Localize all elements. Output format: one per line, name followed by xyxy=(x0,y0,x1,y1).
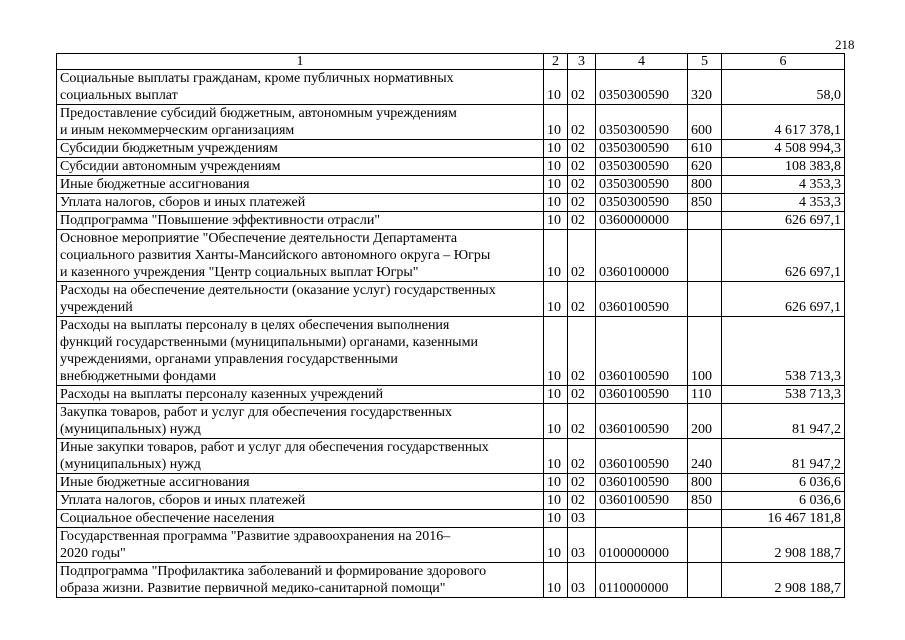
target-article-cell: 0360000000 xyxy=(596,212,688,230)
amount-cell: 626 697,1 xyxy=(722,230,845,282)
section-cell: 10 xyxy=(544,474,568,492)
table-row xyxy=(57,194,845,212)
section-cell: 10 xyxy=(544,528,568,563)
subsection-cell: 03 xyxy=(568,528,596,563)
amount-cell: 626 697,1 xyxy=(722,212,845,230)
table-row xyxy=(57,158,845,176)
expense-type-cell xyxy=(688,528,722,563)
row-name-cell: Иные бюджетные ассигнования xyxy=(57,176,544,194)
target-article-cell: 0110000000 xyxy=(596,563,688,598)
expense-type-cell xyxy=(688,563,722,598)
subsection-cell: 02 xyxy=(568,404,596,439)
amount-cell: 81 947,2 xyxy=(722,439,845,474)
section-cell: 10 xyxy=(544,386,568,404)
subsection-cell: 02 xyxy=(568,105,596,140)
subsection-cell: 02 xyxy=(568,176,596,194)
header-cell-6: 6 xyxy=(722,54,845,70)
subsection-cell: 03 xyxy=(568,510,596,528)
row-name-cell: Предоставление субсидий бюджетным, автономным учреждениям и иным некоммерческим организациям xyxy=(57,105,544,140)
budget-table xyxy=(56,53,845,598)
section-cell: 10 xyxy=(544,282,568,317)
subsection-cell: 02 xyxy=(568,386,596,404)
amount-cell: 4 353,3 xyxy=(722,176,845,194)
header-cell-2: 2 xyxy=(544,54,568,70)
target-article-cell: 0350300590 xyxy=(596,105,688,140)
header-row xyxy=(57,54,845,70)
table-row xyxy=(57,230,845,282)
header-cell-1: 1 xyxy=(57,54,544,70)
subsection-cell: 03 xyxy=(568,563,596,598)
table-row xyxy=(57,317,845,386)
section-cell: 10 xyxy=(544,317,568,386)
row-name-cell: Уплата налогов, сборов и иных платежей xyxy=(57,492,544,510)
table-row xyxy=(57,386,845,404)
section-cell: 10 xyxy=(544,105,568,140)
row-name-cell: Уплата налогов, сборов и иных платежей xyxy=(57,194,544,212)
table-row xyxy=(57,282,845,317)
header-cell-5: 5 xyxy=(688,54,722,70)
subsection-cell: 02 xyxy=(568,492,596,510)
expense-type-cell xyxy=(688,230,722,282)
target-article-cell: 0350300590 xyxy=(596,158,688,176)
table-row xyxy=(57,563,845,598)
table-row xyxy=(57,474,845,492)
row-name-cell: Социальные выплаты гражданам, кроме публичных нормативных социальных выплат xyxy=(57,70,544,105)
section-cell: 10 xyxy=(544,563,568,598)
row-name-cell: Социальное обеспечение населения xyxy=(57,510,544,528)
section-cell: 10 xyxy=(544,212,568,230)
expense-type-cell: 800 xyxy=(688,474,722,492)
section-cell: 10 xyxy=(544,404,568,439)
subsection-cell: 02 xyxy=(568,140,596,158)
target-article-cell: 0350300590 xyxy=(596,140,688,158)
amount-cell: 108 383,8 xyxy=(722,158,845,176)
table-row xyxy=(57,176,845,194)
amount-cell: 6 036,6 xyxy=(722,492,845,510)
target-article-cell xyxy=(596,510,688,528)
row-name-cell: Основное мероприятие "Обеспечение деятельности Департамента социального развития Ханты-Мансийского автономного округа – Югры и казенного учреждения "Центр социальных выплат Югры" xyxy=(57,230,544,282)
target-article-cell: 0100000000 xyxy=(596,528,688,563)
table-row xyxy=(57,528,845,563)
section-cell: 10 xyxy=(544,230,568,282)
amount-cell: 6 036,6 xyxy=(722,474,845,492)
row-name-cell: Иные закупки товаров, работ и услуг для обеспечения государственных (муниципальных) нужд xyxy=(57,439,544,474)
expense-type-cell: 610 xyxy=(688,140,722,158)
expense-type-cell: 850 xyxy=(688,492,722,510)
section-cell: 10 xyxy=(544,492,568,510)
row-name-cell: Государственная программа "Развитие здравоохранения на 2016– 2020 годы" xyxy=(57,528,544,563)
section-cell: 10 xyxy=(544,176,568,194)
target-article-cell: 0360100590 xyxy=(596,474,688,492)
subsection-cell: 02 xyxy=(568,439,596,474)
row-name-cell: Субсидии бюджетным учреждениям xyxy=(57,140,544,158)
table-row xyxy=(57,510,845,528)
amount-cell: 81 947,2 xyxy=(722,404,845,439)
section-cell: 10 xyxy=(544,439,568,474)
table-row xyxy=(57,105,845,140)
expense-type-cell xyxy=(688,282,722,317)
row-name-cell: Закупка товаров, работ и услуг для обеспечения государственных (муниципальных) нужд xyxy=(57,404,544,439)
section-cell: 10 xyxy=(544,194,568,212)
subsection-cell: 02 xyxy=(568,158,596,176)
amount-cell: 2 908 188,7 xyxy=(722,528,845,563)
header-cell-3: 3 xyxy=(568,54,596,70)
target-article-cell: 0350300590 xyxy=(596,70,688,105)
table-row xyxy=(57,70,845,105)
amount-cell: 4 508 994,3 xyxy=(722,140,845,158)
section-cell: 10 xyxy=(544,140,568,158)
table-row xyxy=(57,492,845,510)
target-article-cell: 0360100590 xyxy=(596,492,688,510)
expense-type-cell: 110 xyxy=(688,386,722,404)
section-cell: 10 xyxy=(544,510,568,528)
subsection-cell: 02 xyxy=(568,194,596,212)
expense-type-cell xyxy=(688,510,722,528)
subsection-cell: 02 xyxy=(568,212,596,230)
table-row xyxy=(57,140,845,158)
subsection-cell: 02 xyxy=(568,474,596,492)
target-article-cell: 0360100000 xyxy=(596,230,688,282)
expense-type-cell: 800 xyxy=(688,176,722,194)
expense-type-cell: 200 xyxy=(688,404,722,439)
amount-cell: 2 908 188,7 xyxy=(722,563,845,598)
amount-cell: 626 697,1 xyxy=(722,282,845,317)
table-row xyxy=(57,439,845,474)
expense-type-cell: 620 xyxy=(688,158,722,176)
table-row xyxy=(57,212,845,230)
expense-type-cell: 100 xyxy=(688,317,722,386)
amount-cell: 16 467 181,8 xyxy=(722,510,845,528)
row-name-cell: Подпрограмма "Профилактика заболеваний и формирование здорового образа жизни. Развитие первичной медико-санитарной помощи" xyxy=(57,563,544,598)
subsection-cell: 02 xyxy=(568,230,596,282)
expense-type-cell: 600 xyxy=(688,105,722,140)
subsection-cell: 02 xyxy=(568,317,596,386)
target-article-cell: 0360100590 xyxy=(596,439,688,474)
target-article-cell: 0350300590 xyxy=(596,194,688,212)
target-article-cell: 0360100590 xyxy=(596,282,688,317)
expense-type-cell: 240 xyxy=(688,439,722,474)
row-name-cell: Субсидии автономным учреждениям xyxy=(57,158,544,176)
row-name-cell: Иные бюджетные ассигнования xyxy=(57,474,544,492)
target-article-cell: 0360100590 xyxy=(596,404,688,439)
section-cell: 10 xyxy=(544,70,568,105)
row-name-cell: Расходы на обеспечение деятельности (оказание услуг) государственных учреждений xyxy=(57,282,544,317)
amount-cell: 538 713,3 xyxy=(722,317,845,386)
row-name-cell: Расходы на выплаты персоналу казенных учреждений xyxy=(57,386,544,404)
amount-cell: 538 713,3 xyxy=(722,386,845,404)
expense-type-cell xyxy=(688,212,722,230)
section-cell: 10 xyxy=(544,158,568,176)
expense-type-cell: 320 xyxy=(688,70,722,105)
amount-cell: 4 353,3 xyxy=(722,194,845,212)
target-article-cell: 0360100590 xyxy=(596,386,688,404)
amount-cell: 58,0 xyxy=(722,70,845,105)
table-body xyxy=(57,70,845,598)
expense-type-cell: 850 xyxy=(688,194,722,212)
target-article-cell: 0350300590 xyxy=(596,176,688,194)
row-name-cell: Расходы на выплаты персоналу в целях обеспечения выполнения функций государственными (муниципальными) органами, казенными учреждениями, органами управления государственными внебюджетными фондами xyxy=(57,317,544,386)
amount-cell: 4 617 378,1 xyxy=(722,105,845,140)
table-row xyxy=(57,404,845,439)
page-number: 218 xyxy=(835,37,855,52)
header-cell-4: 4 xyxy=(596,54,688,70)
subsection-cell: 02 xyxy=(568,70,596,105)
subsection-cell: 02 xyxy=(568,282,596,317)
row-name-cell: Подпрограмма "Повышение эффективности отрасли" xyxy=(57,212,544,230)
target-article-cell: 0360100590 xyxy=(596,317,688,386)
